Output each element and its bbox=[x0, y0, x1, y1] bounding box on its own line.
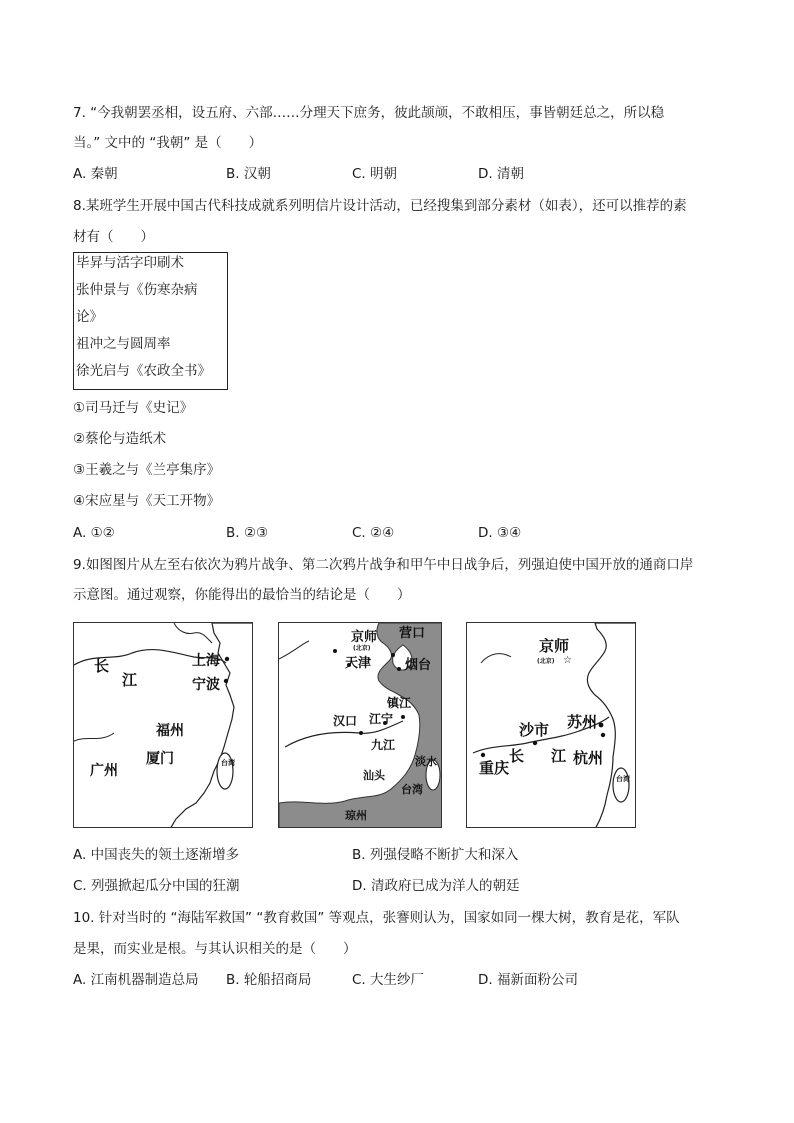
q8-option-b: B. ②③ bbox=[226, 525, 269, 541]
map3-star-icon: ☆ bbox=[563, 655, 572, 666]
q8-stem-line2: 材有（ ） bbox=[73, 229, 154, 245]
q7-option-a: A. 秦朝 bbox=[73, 166, 118, 182]
table-row: 论》 bbox=[76, 309, 103, 325]
port-dot bbox=[533, 741, 537, 745]
map1-label-jiang: 江 bbox=[122, 671, 138, 689]
map2-label-jingshi: 京师 bbox=[351, 630, 378, 645]
table-row: 祖冲之与圆周率 bbox=[76, 336, 171, 352]
map2-label-hankou: 汉口 bbox=[333, 714, 358, 728]
q10-option-d: D. 福新面粉公司 bbox=[478, 972, 578, 988]
map1-label-ningbo: 宁波 bbox=[192, 677, 220, 693]
map1-label-taiwan: 台湾 bbox=[221, 759, 235, 767]
port-dot bbox=[481, 753, 485, 757]
map2-label-zhenjiang: 镇江 bbox=[387, 696, 412, 710]
map2-label-shantou: 汕头 bbox=[363, 769, 385, 782]
map-sino-japanese-war-ports bbox=[466, 622, 636, 828]
q9-option-c: C. 列强掀起瓜分中国的狂潮 bbox=[73, 878, 240, 894]
port-dot bbox=[401, 715, 405, 719]
q10-stem-line1: 10. 针对当时的 “海陆军救国” “教育救国” 等观点，张謇则认为，国家如同一棵大树，教育是花，军队 bbox=[73, 910, 680, 926]
map2-label-taiwan: 台湾 bbox=[401, 783, 423, 796]
q7-stem-line2: 当。” 文中的 “我朝” 是（ ） bbox=[73, 135, 263, 151]
q10-option-b: B. 轮船招商局 bbox=[226, 972, 312, 988]
q7-option-b: B. 汉朝 bbox=[226, 166, 271, 182]
map3-label-suzhou: 苏州 bbox=[567, 713, 598, 731]
q9-option-a: A. 中国丧失的领土逐渐增多 bbox=[73, 847, 240, 863]
map-second-opium-war-ports bbox=[278, 622, 442, 828]
port-dot bbox=[333, 649, 337, 653]
map3-label-shashi: 沙市 bbox=[519, 721, 550, 739]
port-dot bbox=[391, 653, 395, 657]
map2-label-qiongzhou: 琼州 bbox=[345, 809, 367, 822]
q7-option-c: C. 明朝 bbox=[352, 166, 398, 182]
map1-label-fuzhou: 福州 bbox=[156, 723, 184, 739]
port-dot bbox=[601, 733, 605, 737]
map1-label-xiamen: 厦门 bbox=[146, 751, 174, 767]
q8-material-table bbox=[73, 252, 228, 390]
q7-option-d: D. 清朝 bbox=[478, 166, 524, 182]
q10-option-c: C. 大生纱厂 bbox=[352, 972, 425, 988]
q7-stem-line1: 7. “今我朝罢丞相，设五府、六部……分理天下庶务，彼此颉颃，不敢相压，事皆朝廷总之，所以稳 bbox=[73, 105, 665, 121]
map2-label-yantai: 烟台 bbox=[405, 658, 432, 673]
port-dot bbox=[397, 667, 401, 671]
table-row: 张仲景与《伤寒杂病 bbox=[76, 282, 198, 298]
port-dot bbox=[225, 657, 229, 661]
q8-option-d: D. ③④ bbox=[478, 525, 522, 541]
map1-label-guangzhou: 广州 bbox=[90, 763, 118, 779]
taiwan-island-shape bbox=[613, 768, 629, 802]
map3-label-hangzhou: 杭州 bbox=[573, 749, 604, 767]
map2-label-jingshi-sub: (北京) bbox=[353, 645, 371, 652]
q9-stem-line2: 示意图。通过观察，你能得出的最恰当的结论是（ ） bbox=[73, 587, 411, 603]
map2-label-jiujiang: 九江 bbox=[371, 738, 396, 752]
map3-label-jingshi-sub: (北京) bbox=[537, 658, 555, 665]
q8-item-2: ②蔡伦与造纸术 bbox=[73, 431, 167, 447]
map1-label-shanghai: 上海 bbox=[192, 653, 220, 669]
q8-option-a: A. ①② bbox=[73, 525, 115, 541]
map2-label-jiangning: 江宁 bbox=[369, 712, 394, 726]
q9-stem-line1: 9.如图图片从左至右依次为鸦片战争、第二次鸦片战争和甲午中日战争后，列强迫使中国开放的通商口岸 bbox=[73, 557, 694, 573]
port-dot bbox=[224, 679, 228, 683]
map2-label-yingkou: 营口 bbox=[399, 626, 426, 641]
table-row: 徐光启与《农政全书》 bbox=[76, 363, 211, 379]
q8-item-3: ③王羲之与《兰亭集序》 bbox=[73, 462, 221, 478]
q9-option-b: B. 列强侵略不断扩大和深入 bbox=[352, 847, 519, 863]
q10-option-a: A. 江南机器制造总局 bbox=[73, 972, 199, 988]
map3-label-taiwan: 台湾 bbox=[616, 775, 630, 783]
map3-label-chongqing: 重庆 bbox=[479, 759, 510, 777]
q8-item-4: ④宋应星与《天工开物》 bbox=[73, 493, 221, 509]
port-dot bbox=[599, 723, 604, 728]
q8-option-c: C. ②④ bbox=[352, 525, 395, 541]
q9-option-d: D. 清政府已成为洋人的朝廷 bbox=[352, 878, 520, 894]
q8-item-1: ①司马迁与《史记》 bbox=[73, 400, 194, 416]
map-opium-war-ports bbox=[73, 622, 253, 828]
map2-label-danshui: 淡水 bbox=[415, 755, 437, 768]
table-row: 毕昇与活字印刷术 bbox=[76, 255, 184, 271]
map3-label-chang: 长 bbox=[509, 747, 525, 765]
map2-label-tianjin: 天津 bbox=[345, 656, 372, 671]
map3-label-jiang: 江 bbox=[551, 747, 567, 765]
port-dot bbox=[359, 731, 363, 735]
q8-stem-line1: 8.某班学生开展中国古代科技成就系列明信片设计活动，已经搜集到部分素材（如表），还可以推荐的素 bbox=[73, 198, 687, 214]
map1-label-chang: 长 bbox=[94, 657, 110, 675]
q10-stem-line2: 是果，而实业是根。与其认识相关的是（ ） bbox=[73, 941, 357, 957]
map3-label-jingshi: 京师 bbox=[539, 637, 570, 655]
